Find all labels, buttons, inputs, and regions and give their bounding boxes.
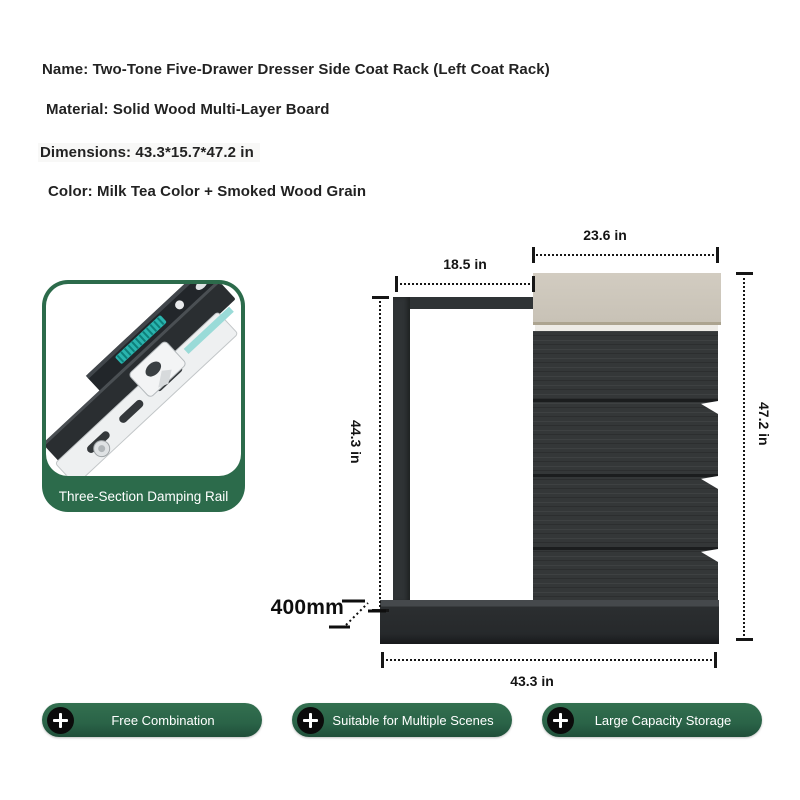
plus-icon [547,707,574,734]
dim-line-dresser-width [533,247,718,263]
feature-card-damping-rail [42,280,245,512]
dim-label-rack-width: 18.5 in [443,256,487,272]
dim-label-dresser-width: 23.6 in [583,227,627,243]
badge-label: Free Combination [111,712,215,728]
product-color-line: Color: Milk Tea Color + Smoked Wood Grain [48,183,367,200]
dim-label-total-height: 47.2 in [756,402,772,446]
badge-free-combination [42,703,262,737]
drawer-separator [533,547,718,550]
drawer-handle-notch [701,549,718,562]
drawer-handle-notch [701,476,718,489]
base-plinth [380,600,719,644]
drawer-handle-notch [701,401,718,414]
coat-rack-top-bar [393,297,533,309]
product-material-line: Material: Solid Wood Multi-Layer Board [46,101,330,118]
dim-label-rack-height: 44.3 in [348,420,364,464]
feature-card-caption: Three-Section Damping Rail [58,489,229,504]
badge-label: Large Capacity Storage [594,712,732,728]
dresser-dark-drawers [533,331,718,612]
drawer-separator [533,474,718,477]
base-depth-leader-line [326,594,386,636]
drawer-separator [533,399,718,402]
coat-rack-post [393,297,410,602]
badge-label: Suitable for Multiple Scenes [332,712,494,728]
dim-line-rack-width [396,276,534,292]
badge-large-capacity [542,703,762,737]
dim-line-total-height [736,273,753,640]
product-dimensions-line: Dimensions: 43.3*15.7*47.2 in [38,143,260,162]
product-name-line: Name: Two-Tone Five-Drawer Dresser Side Coat Rack (Left Coat Rack) [42,61,550,78]
dim-line-total-width [382,652,716,668]
dim-label-total-width: 43.3 in [510,673,554,689]
plus-icon [297,707,324,734]
damping-rail-image [46,284,241,476]
dresser-top-drawer-beige [533,273,721,325]
dim-line-rack-height [372,297,389,611]
drawer-slide-rail-illustration [46,284,241,476]
plus-icon [47,707,74,734]
dim-label-base-depth: 400mm [270,596,344,619]
badge-multiple-scenes [292,703,512,737]
